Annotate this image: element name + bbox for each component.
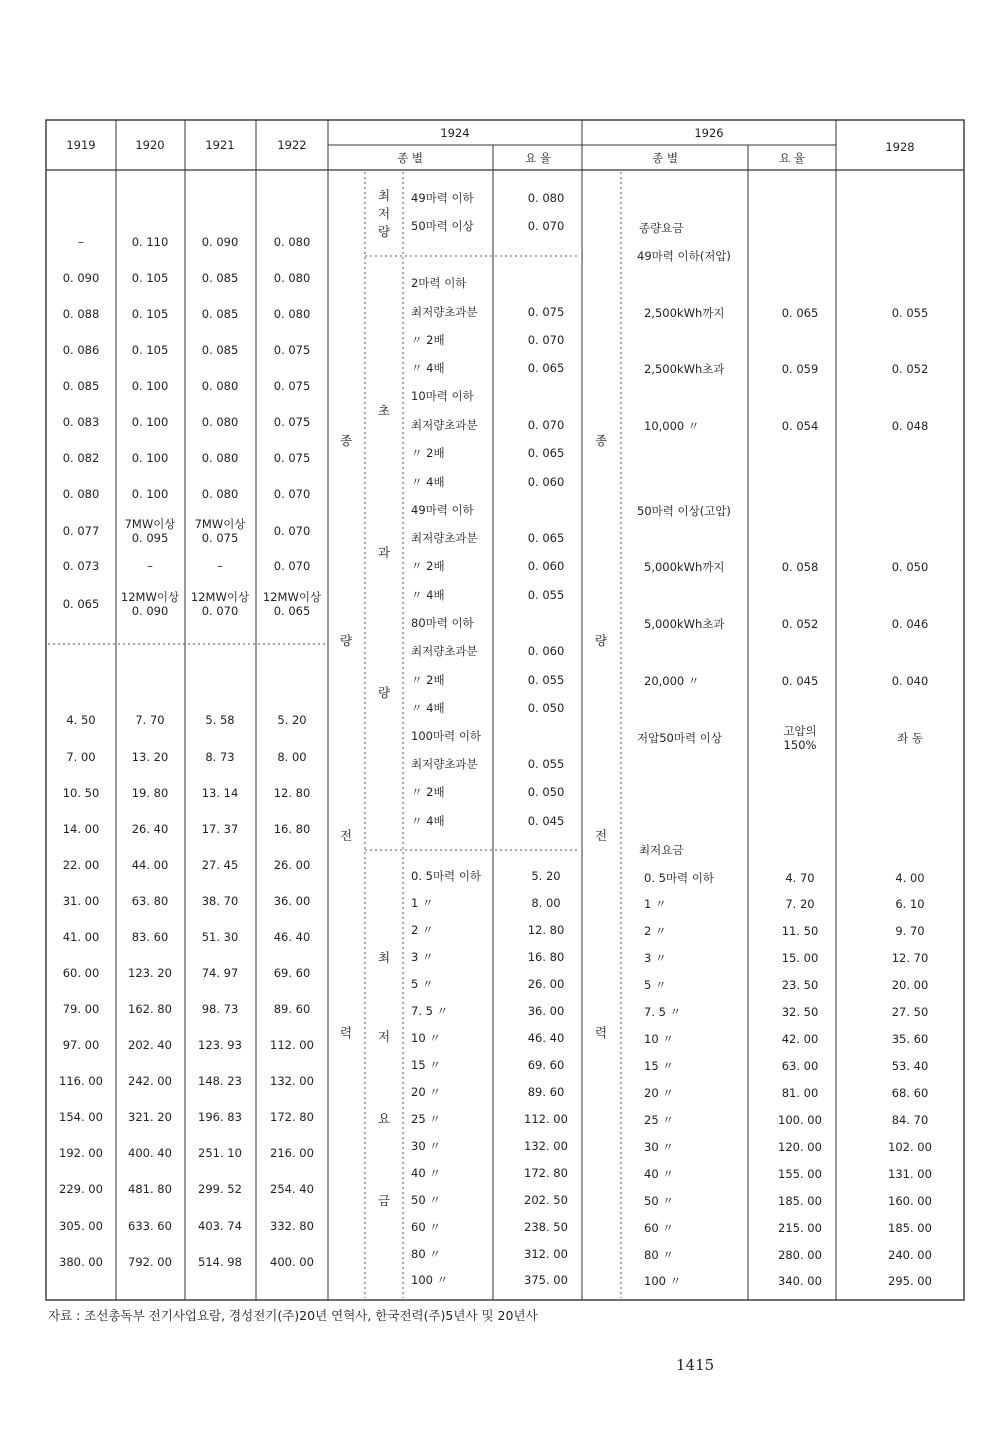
table-cell: 202. 40 [128, 1038, 172, 1052]
rate-value: 0. 080 [527, 191, 565, 205]
rate-value: 340. 00 [778, 1274, 822, 1288]
rate-value-1928: 68. 60 [891, 1086, 929, 1100]
header-kind: 종 별 [397, 151, 423, 165]
header-year: 1922 [277, 138, 307, 152]
table-cell: 0. 077 [62, 524, 100, 538]
rate-type: 5 〃 [644, 978, 667, 992]
table-cell: 132. 00 [270, 1074, 314, 1088]
rate-type: 〃 4배 [411, 701, 445, 715]
category-label: 전 [339, 828, 353, 843]
rate-type: 〃 4배 [411, 361, 445, 375]
table-cell: 0. 080 [273, 271, 311, 285]
rate-value: 155. 00 [778, 1167, 822, 1181]
header-year: 1928 [885, 140, 915, 154]
rate-value: 고압의 150% [783, 724, 817, 752]
rate-type: 10 〃 [411, 1031, 441, 1045]
table-cell: 12MW이상 0. 065 [262, 590, 322, 618]
category-label: 량 [339, 633, 353, 648]
table-cell: 98. 73 [201, 1002, 239, 1016]
rate-value-1928: 185. 00 [888, 1221, 932, 1235]
rate-type: 〃 4배 [411, 588, 445, 602]
table-cell: 0. 073 [62, 559, 100, 573]
table-cell: 0. 086 [62, 343, 100, 357]
table-cell: 0. 080 [201, 487, 239, 501]
rate-value: 15. 00 [781, 951, 819, 965]
rate-type: 50 〃 [411, 1193, 441, 1207]
rate-type: 15 〃 [411, 1058, 441, 1072]
table-cell: 8. 00 [277, 750, 307, 764]
rate-value: 202. 50 [524, 1193, 568, 1207]
rate-type: 50마력 이상 [411, 219, 474, 233]
rate-type: 30 〃 [411, 1139, 441, 1153]
rate-type: 60 〃 [411, 1220, 441, 1234]
table-cell: 46. 40 [273, 930, 311, 944]
rate-type: 20 〃 [411, 1085, 441, 1099]
table-cell: 0. 105 [131, 307, 169, 321]
table-cell: 0. 075 [273, 451, 311, 465]
table-cell: 242. 00 [128, 1074, 172, 1088]
table-cell: 44. 00 [131, 858, 169, 872]
rate-type: 20,000 〃 [644, 674, 700, 688]
rate-value: 7. 20 [785, 897, 815, 911]
table-cell: 26. 40 [131, 822, 169, 836]
subcategory-label: 초 [377, 403, 391, 418]
category-label: 전 [594, 828, 608, 843]
table-cell: 38. 70 [201, 894, 239, 908]
table-cell: 321. 20 [128, 1110, 172, 1124]
table-cell: 12MW이상 0. 070 [190, 590, 250, 618]
rate-type: 7. 5 〃 [411, 1004, 449, 1018]
table-cell: 332. 80 [270, 1219, 314, 1233]
table-cell: 51. 30 [201, 930, 239, 944]
rate-type: 〃 2배 [411, 333, 445, 347]
rate-value: 0. 055 [527, 673, 565, 687]
rate-value: 69. 60 [527, 1058, 565, 1072]
table-cell: 7MW이상 0. 095 [124, 517, 176, 545]
rate-type: 0. 5마력 이하 [644, 871, 715, 885]
table-cell: 89. 60 [273, 1002, 311, 1016]
rate-type: 20 〃 [644, 1086, 674, 1100]
rate-type: 1 〃 [644, 897, 667, 911]
rate-type: 10 〃 [644, 1032, 674, 1046]
table-cell: 148. 23 [198, 1074, 242, 1088]
rate-type: 5 〃 [411, 977, 434, 991]
rate-value: 0. 052 [781, 617, 819, 631]
table-cell: 0. 080 [201, 415, 239, 429]
rate-value: 32. 50 [781, 1005, 819, 1019]
table-cell: 79. 00 [62, 1002, 100, 1016]
rate-value: 16. 80 [527, 950, 565, 964]
rate-type: 40 〃 [644, 1167, 674, 1181]
rate-type: 〃 2배 [411, 785, 445, 799]
rate-value: 0. 060 [527, 644, 565, 658]
table-cell: 0. 110 [131, 235, 169, 249]
rate-value: 11. 50 [781, 924, 819, 938]
rate-value: 0. 065 [527, 446, 565, 460]
rate-type: 3 〃 [411, 950, 434, 964]
rate-type: 2마력 이하 [411, 276, 467, 290]
table-cell: 792. 00 [128, 1255, 172, 1269]
table-cell: 254. 40 [270, 1182, 314, 1196]
rate-type: 80 〃 [411, 1247, 441, 1261]
table-cell: 13. 14 [201, 786, 239, 800]
table-cell: 0. 105 [131, 271, 169, 285]
subcategory-label: 금 [377, 1193, 391, 1208]
rate-value: 4. 70 [785, 871, 815, 885]
header-rate: 요 율 [779, 151, 805, 165]
rate-value: 0. 060 [527, 559, 565, 573]
rate-type: 15 〃 [644, 1059, 674, 1073]
rate-value: 0. 045 [527, 814, 565, 828]
rate-type: 2 〃 [411, 923, 434, 937]
table-cell: 8. 73 [205, 750, 235, 764]
table-cell: 0. 085 [201, 343, 239, 357]
rate-value: 0. 045 [781, 674, 819, 688]
table-cell: – [78, 235, 84, 249]
table-cell: 123. 20 [128, 966, 172, 980]
table-cell: 0. 083 [62, 415, 100, 429]
table-cell: 16. 80 [273, 822, 311, 836]
table-cell: 0. 090 [201, 235, 239, 249]
rate-value-1928: 6. 10 [895, 897, 925, 911]
table-cell: 154. 00 [59, 1110, 103, 1124]
rate-value: 89. 60 [527, 1085, 565, 1099]
header-year: 1921 [205, 138, 235, 152]
rate-value: 0. 070 [527, 418, 565, 432]
table-cell: 0. 065 [62, 597, 100, 611]
subcategory-label: 량 [377, 685, 391, 700]
table-cell: – [217, 559, 223, 573]
rate-type: 80마력 이하 [411, 616, 474, 630]
table-cell: 116. 00 [59, 1074, 103, 1088]
rate-value: 185. 00 [778, 1194, 822, 1208]
table-cell: 251. 10 [198, 1146, 242, 1160]
table-cell: 12. 80 [273, 786, 311, 800]
rate-type: 49마력 이하 [411, 503, 474, 517]
rate-value: 8. 00 [531, 896, 561, 910]
rate-value: 112. 00 [524, 1112, 568, 1126]
category-label: 력 [594, 1025, 608, 1040]
rate-type: 〃 2배 [411, 446, 445, 460]
table-cell: 7. 00 [66, 750, 96, 764]
header-year: 1919 [66, 138, 96, 152]
rate-type: 2,500kWh까지 [644, 306, 725, 320]
page-number: 1415 [676, 1356, 715, 1374]
rate-value-1928: 0. 048 [891, 419, 929, 433]
table-cell: 74. 97 [201, 966, 239, 980]
table-cell: 216. 00 [270, 1146, 314, 1160]
rate-value-1928: 131. 00 [888, 1167, 932, 1181]
rate-value-1928: 240. 00 [888, 1248, 932, 1262]
source-note: 자료 : 조선총독부 전기사업요람, 경성전기(주)20년 연혁사, 한국전력(주)5년사 및 20년사 [48, 1308, 538, 1323]
rate-value: 280. 00 [778, 1248, 822, 1262]
subcategory-label: 요 [377, 1111, 391, 1126]
table-cell: 0. 080 [201, 451, 239, 465]
rate-value: 0. 054 [781, 419, 819, 433]
rate-value: 42. 00 [781, 1032, 819, 1046]
table-cell: 400. 00 [270, 1255, 314, 1269]
rate-type: 0. 5마력 이하 [411, 869, 482, 883]
category-label: 종 [339, 433, 353, 448]
rate-value-1928: 좌 동 [897, 731, 923, 745]
rate-type: 100 〃 [411, 1273, 449, 1287]
table-cell: 0. 080 [201, 379, 239, 393]
category-label: 력 [339, 1025, 353, 1040]
table-cell: 0. 085 [201, 307, 239, 321]
rate-type: 10마력 이하 [411, 389, 474, 403]
table-cell: 481. 80 [128, 1182, 172, 1196]
table-cell: 63. 80 [131, 894, 169, 908]
table-cell: 305. 00 [59, 1219, 103, 1233]
table-cell: 123. 93 [198, 1038, 242, 1052]
rate-value: 23. 50 [781, 978, 819, 992]
subcategory-label: 량 [377, 224, 391, 239]
rate-type: 25 〃 [644, 1113, 674, 1127]
rate-value-1928: 84. 70 [891, 1113, 929, 1127]
table-cell: 69. 60 [273, 966, 311, 980]
table-cell: 0. 070 [273, 559, 311, 573]
table-cell: 14. 00 [62, 822, 100, 836]
rate-value: 0. 070 [527, 219, 565, 233]
rate-type: 최저요금 [639, 843, 684, 857]
table-cell: 26. 00 [273, 858, 311, 872]
rate-value-1928: 0. 052 [891, 362, 929, 376]
table-cell: 633. 60 [128, 1219, 172, 1233]
table-cell: 0. 080 [273, 307, 311, 321]
rate-type: 100마력 이하 [411, 729, 482, 743]
rate-value: 12. 80 [527, 923, 565, 937]
table-cell: 0. 080 [273, 235, 311, 249]
rate-value: 238. 50 [524, 1220, 568, 1234]
table-cell: 17. 37 [201, 822, 239, 836]
subcategory-label: 저 [377, 1029, 391, 1044]
rate-value-1928: 160. 00 [888, 1194, 932, 1208]
table-cell: – [147, 559, 153, 573]
table-cell: 19. 80 [131, 786, 169, 800]
rate-type: 100 〃 [644, 1274, 682, 1288]
rate-value: 0. 075 [527, 305, 565, 319]
table-cell: 0. 075 [273, 343, 311, 357]
rate-value-1928: 295. 00 [888, 1274, 932, 1288]
table-cell: 0. 100 [131, 379, 169, 393]
rate-type: 5,000kWh초과 [644, 617, 725, 631]
rate-value: 132. 00 [524, 1139, 568, 1153]
rate-value: 0. 050 [527, 701, 565, 715]
table-cell: 400. 40 [128, 1146, 172, 1160]
rate-type: 〃 4배 [411, 814, 445, 828]
rate-value: 0. 065 [527, 531, 565, 545]
header-year: 1920 [135, 138, 165, 152]
rate-value: 120. 00 [778, 1140, 822, 1154]
rate-type: 2,500kWh초과 [644, 362, 725, 376]
rate-value: 0. 059 [781, 362, 819, 376]
rate-value-1928: 53. 40 [891, 1059, 929, 1073]
table-cell: 0. 100 [131, 451, 169, 465]
table-cell: 0. 082 [62, 451, 100, 465]
rate-value: 375. 00 [524, 1273, 568, 1287]
rate-value: 0. 070 [527, 333, 565, 347]
subcategory-label: 최 [377, 950, 391, 965]
rate-value-1928: 0. 055 [891, 306, 929, 320]
rate-value: 0. 050 [527, 785, 565, 799]
table-cell: 0. 085 [201, 271, 239, 285]
table-cell: 7. 70 [135, 713, 165, 727]
table-cell: 380. 00 [59, 1255, 103, 1269]
rate-value: 215. 00 [778, 1221, 822, 1235]
rate-value-1928: 27. 50 [891, 1005, 929, 1019]
rate-type: 종량요금 [639, 221, 684, 235]
table-cell: 97. 00 [62, 1038, 100, 1052]
rate-value: 63. 00 [781, 1059, 819, 1073]
rate-value-1928: 20. 00 [891, 978, 929, 992]
table-cell: 229. 00 [59, 1182, 103, 1196]
table-cell: 31. 00 [62, 894, 100, 908]
category-label: 량 [594, 633, 608, 648]
rate-value-1928: 35. 60 [891, 1032, 929, 1046]
table-cell: 41. 00 [62, 930, 100, 944]
table-cell: 0. 085 [62, 379, 100, 393]
rate-value: 172. 80 [524, 1166, 568, 1180]
rate-type: 80 〃 [644, 1248, 674, 1262]
rate-type: 〃 4배 [411, 475, 445, 489]
header-year: 1926 [694, 126, 724, 140]
rate-type: 최저량초과분 [411, 531, 478, 545]
rate-type: 최저량초과분 [411, 418, 478, 432]
header-kind: 종 별 [652, 151, 678, 165]
table-cell: 112. 00 [270, 1038, 314, 1052]
rate-value: 100. 00 [778, 1113, 822, 1127]
rate-type: 7. 5 〃 [644, 1005, 682, 1019]
table-cell: 22. 00 [62, 858, 100, 872]
rate-type: 10,000 〃 [644, 419, 700, 433]
header-rate: 요 율 [525, 151, 551, 165]
table-cell: 299. 52 [198, 1182, 242, 1196]
rate-value-1928: 0. 050 [891, 560, 929, 574]
table-cell: 0. 090 [62, 271, 100, 285]
rate-value-1928: 102. 00 [888, 1140, 932, 1154]
rate-type: 1 〃 [411, 896, 434, 910]
subcategory-label: 최 [377, 188, 391, 203]
rate-value-1928: 12. 70 [891, 951, 929, 965]
table-cell: 0. 075 [273, 379, 311, 393]
rate-type: 30 〃 [644, 1140, 674, 1154]
rate-type: 50마력 이상(고압) [637, 504, 731, 518]
category-label: 종 [594, 433, 608, 448]
table-cell: 10. 50 [62, 786, 100, 800]
table-cell: 0. 080 [62, 487, 100, 501]
table-cell: 514. 98 [198, 1255, 242, 1269]
rate-type: 〃 2배 [411, 673, 445, 687]
rate-value: 26. 00 [527, 977, 565, 991]
rate-type: 〃 2배 [411, 559, 445, 573]
rate-value: 0. 065 [781, 306, 819, 320]
table-cell: 5. 58 [205, 713, 235, 727]
rate-type: 3 〃 [644, 951, 667, 965]
rate-type: 40 〃 [411, 1166, 441, 1180]
rate-type: 5,000kWh까지 [644, 560, 725, 574]
table-cell: 60. 00 [62, 966, 100, 980]
header-year: 1924 [440, 126, 470, 140]
table-cell: 162. 80 [128, 1002, 172, 1016]
rate-value: 36. 00 [527, 1004, 565, 1018]
rate-type: 25 〃 [411, 1112, 441, 1126]
rate-type: 49마력 이하 [411, 191, 474, 205]
rate-value: 0. 055 [527, 588, 565, 602]
rate-type: 최저량초과분 [411, 305, 478, 319]
rate-type: 최저량초과분 [411, 644, 478, 658]
rate-value-1928: 9. 70 [895, 924, 925, 938]
table-cell: 36. 00 [273, 894, 311, 908]
table-cell: 0. 088 [62, 307, 100, 321]
table-cell: 27. 45 [201, 858, 239, 872]
rate-value: 0. 060 [527, 475, 565, 489]
table-cell: 0. 105 [131, 343, 169, 357]
subcategory-label: 저 [377, 206, 391, 221]
rate-value: 0. 055 [527, 757, 565, 771]
table-cell: 12MW이상 0. 090 [120, 590, 180, 618]
table-cell: 0. 070 [273, 487, 311, 501]
rate-value-1928: 0. 046 [891, 617, 929, 631]
table-cell: 4. 50 [66, 713, 96, 727]
rate-type: 50 〃 [644, 1194, 674, 1208]
table-cell: 7MW이상 0. 075 [194, 517, 246, 545]
rate-value: 0. 058 [781, 560, 819, 574]
rate-value: 0. 065 [527, 361, 565, 375]
table-cell: 13. 20 [131, 750, 169, 764]
rate-type: 저압50마력 이상 [637, 731, 722, 745]
rate-value: 312. 00 [524, 1247, 568, 1261]
table-cell: 0. 100 [131, 415, 169, 429]
table-cell: 0. 100 [131, 487, 169, 501]
rate-type: 60 〃 [644, 1221, 674, 1235]
rate-value-1928: 0. 040 [891, 674, 929, 688]
rate-value-1928: 4. 00 [895, 871, 925, 885]
rate-type: 49마력 이하(저압) [637, 249, 731, 263]
rate-value: 46. 40 [527, 1031, 565, 1045]
subcategory-label: 과 [377, 545, 391, 560]
rate-type: 최저량초과분 [411, 757, 478, 771]
table-cell: 192. 00 [59, 1146, 103, 1160]
rate-value: 5. 20 [531, 869, 561, 883]
table-cell: 196. 83 [198, 1110, 242, 1124]
rate-value: 81. 00 [781, 1086, 819, 1100]
table-cell: 5. 20 [277, 713, 307, 727]
table-cell: 0. 075 [273, 415, 311, 429]
table-cell: 403. 74 [198, 1219, 242, 1233]
rate-type: 2 〃 [644, 924, 667, 938]
table-cell: 0. 070 [273, 524, 311, 538]
table-cell: 172. 80 [270, 1110, 314, 1124]
table-cell: 83. 60 [131, 930, 169, 944]
